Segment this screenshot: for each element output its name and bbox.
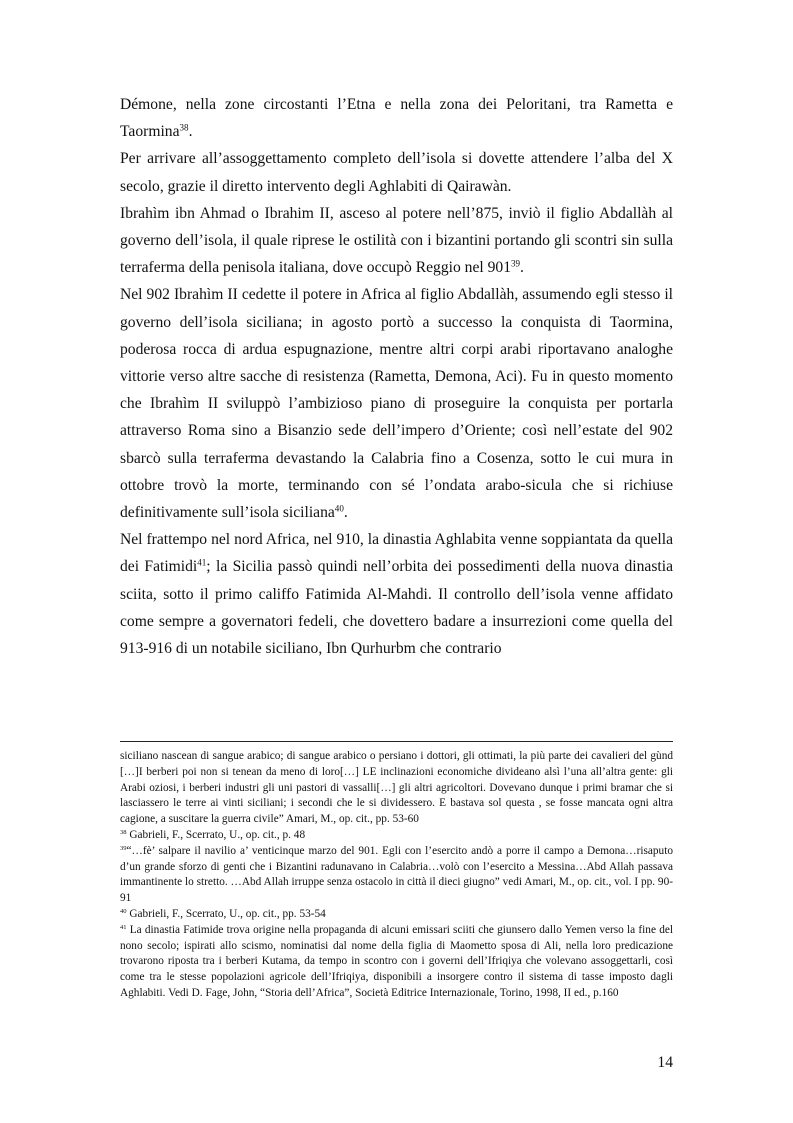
footnote-reference[interactable]: 41: [197, 557, 207, 568]
paragraph-end: .: [343, 504, 348, 522]
paragraph-text: Per arrivare all’assoggettamento completo dell’isola si dovette attendere l’alba del X secolo, grazie il diretto intervento degli Aghlabiti di Qairawàn.: [120, 150, 673, 195]
footnote-38: [120, 828, 673, 844]
main-text: [120, 91, 673, 662]
paragraph-text: Nel frattempo nel nord Africa, nel 910, la dinastia Aghlabita venne soppiantata da quella dei Fatimidi: [120, 531, 673, 576]
paragraph-end: .: [520, 259, 524, 277]
body-paragraph: [120, 526, 673, 662]
paragraph-text: ; la Sicilia passò quindi nell’orbita dei possedimenti della nuova dinastia sciita, sotto il primo califfo Fatimida Al-Mahdi. Il controllo dell’isola venne affidato come sempre a governatori fedeli, che dovettero badare a insurrezioni come quella del 913-916 di un notabile siciliano, Ibn Qurhurbm che contrario: [120, 558, 673, 658]
footnote-number: 40: [120, 907, 127, 915]
body-paragraph: [120, 91, 673, 145]
footnote-text: Gabrieli, F., Scerrato, U., op. cit., p. 48: [126, 828, 306, 841]
footnotes: [120, 749, 673, 1002]
footnote-number: 39: [120, 844, 127, 852]
footnote-40: [120, 907, 673, 923]
body-paragraph: [120, 200, 673, 282]
paragraph-text: Démone, nella zone circostanti l’Etna e nella zona dei Peloritani, tra Rametta e Taormina: [120, 96, 673, 141]
footnote-number: 38: [120, 828, 127, 836]
footnote-separator: [120, 741, 673, 742]
footnote-number: 41: [120, 923, 127, 931]
page-number: 14: [657, 1054, 673, 1071]
footnote-reference[interactable]: 39: [511, 258, 521, 269]
footnote-reference[interactable]: 40: [334, 503, 344, 514]
footnote-text: “…fè’ salpare il navilio a’ venticinque marzo del 901. Egli con l’esercito andò a porre il campo a Demona…risaputo d’un grande sforzo di genti che i Bizantini radunavano in Calabria…volò con l’esercito a Messina…Abd Allah passava immantinente lo stretto. …Abd Allah irruppe senza ostacolo in città il dieci giugno” vedi Amari, M., op. cit., vol. I pp. 90-91: [120, 844, 673, 905]
footnote-text: Gabrieli, F., Scerrato, U., op. cit., pp. 53-54: [126, 907, 326, 920]
paragraph-text: Nel 902 Ibrahìm II cedette il potere in Africa al figlio Abdallàh, assumendo egli stesso il governo dell’isola siciliana; in agosto portò a successo la conquista di Taormina, poderosa rocca di ardua espugnazione, mentre altri corpi arabi riportavano analoghe vittorie verso altre sacche di resistenza (Rametta, Demona, Aci). Fu in questo momento che Ibrahìm II sviluppò l’ambizioso piano di proseguire la conquista per portarla attraverso Roma sino a Bisanzio sede dell’impero d’Oriente; così nell’estate del 902 sbarcò sulla terraferma devastando la Calabria fino a Cosenza, sotto le cui mura in ottobre trovò la morte, terminando con sé l’ondata arabo-sicula che si richiuse definitivamente sull’isola siciliana: [120, 286, 673, 522]
footnote-41: [120, 923, 673, 1002]
footnote-39: [120, 844, 673, 907]
body-paragraph: [120, 281, 673, 526]
footnote-continuation: siciliano nascean di sangue arabico; di sangue arabico o persiano i dottori, gli ottimati, la più parte dei cavalieri del gùnd […]I berberi poi non si tenean da meno di loro[…] LE inclinazioni economiche divideano alsì l’una all’altra gente: gli Arabi oziosi, i berberi industri gli uni pastori di vassalli[…] gli altri agricoltori. Dovevano dunque i primi bramar che si lasciassero le terre ai vinti siciliani; i secondi che le si dividessero. E bastava sol questa , se fosse mancata ogni altra cagione, a suscitare la guerra civile” Amari, M., op. cit., pp. 53-60: [120, 750, 673, 826]
footnote-text: La dinastia Fatimide trova origine nella propaganda di alcuni emissari sciiti che giunsero dallo Yemen verso la fine del nono secolo; ispirati allo scismo, nominatisi dal nome della figlia di Maometto sposa di Ali, nella loro predicazione trovarono riposta tra i berberi Kutama, da tempo in scontro con i governi dell’Ifriqiya che volevano assoggettarli, così come tra le stesse popolazioni agricole dell’Ifriqiya, disponibili a insorgere contro il sistema di tasse imposto dagli Aghlabiti. Vedi D. Fage, John, “Storia dell’Africa”, Società Editrice Internazionale, Torino, 1998, II ed., p.160: [120, 923, 673, 999]
paragraph-end: .: [188, 123, 193, 141]
footnote-reference[interactable]: 38: [179, 122, 189, 133]
paragraph-text: Ibrahìm ibn Ahmad o Ibrahim II, asceso al potere nell’875, inviò il figlio Abdallàh al governo dell’isola, il quale riprese le ostilità con i bizantini portando gli scontri sin sulla terraferma della penisola italiana, dove occupò Reggio nel 901: [120, 204, 673, 277]
body-paragraph: [120, 145, 673, 199]
